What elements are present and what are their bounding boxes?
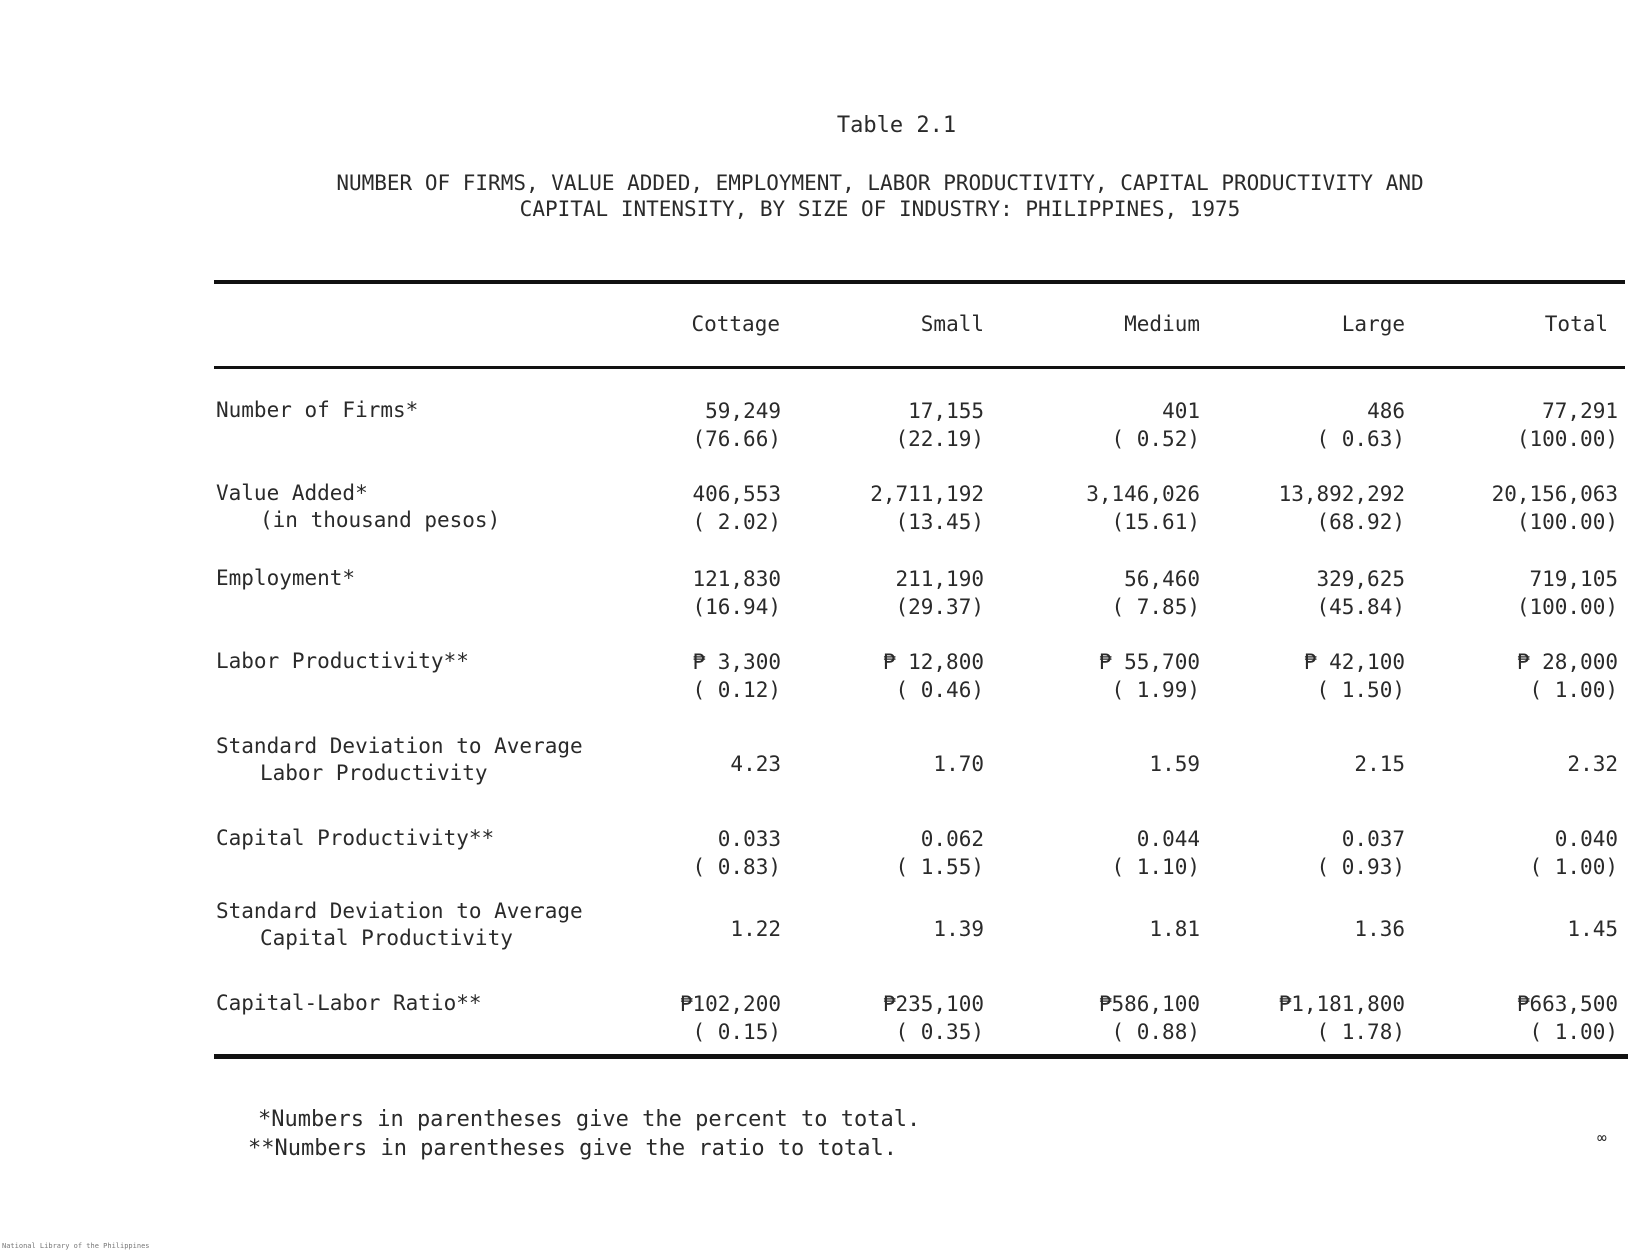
row-label bbox=[216, 397, 418, 424]
cell-large bbox=[1235, 648, 1405, 704]
cell-share: ( 0.12) bbox=[692, 678, 781, 702]
cell-total bbox=[1448, 750, 1618, 778]
cell-cottage bbox=[611, 397, 781, 453]
cell-value: 0.062 bbox=[920, 827, 984, 851]
cell-share: ( 1.78) bbox=[1316, 1020, 1405, 1044]
cell-value: 1.45 bbox=[1567, 917, 1618, 941]
cell-value: ₱ 55,700 bbox=[1098, 650, 1200, 674]
cell-value: 2.32 bbox=[1567, 752, 1618, 776]
cell-share: ( 1.00) bbox=[1529, 1020, 1618, 1044]
cell-value: 1.36 bbox=[1354, 917, 1405, 941]
cell-medium bbox=[1030, 565, 1200, 621]
cell-value: 486 bbox=[1367, 399, 1405, 423]
cell-value: 406,553 bbox=[692, 482, 781, 506]
cell-value: ₱1,181,800 bbox=[1278, 992, 1405, 1016]
column-header-cottage: Cottage bbox=[691, 312, 780, 336]
cell-large bbox=[1235, 480, 1405, 536]
cell-value: 0.033 bbox=[717, 827, 781, 851]
cell-value: 13,892,292 bbox=[1278, 482, 1405, 506]
cell-value: 0.037 bbox=[1341, 827, 1405, 851]
cell-total bbox=[1448, 648, 1618, 704]
title-line-1: NUMBER OF FIRMS, VALUE ADDED, EMPLOYMENT, LABOR PRODUCTIVITY, CAPITAL PRODUCTIVITY AND bbox=[336, 171, 1424, 195]
cell-share: ( 0.52) bbox=[1111, 427, 1200, 451]
footnotes bbox=[248, 1105, 921, 1163]
cell-share: ( 0.35) bbox=[895, 1020, 984, 1044]
row-label bbox=[216, 565, 355, 592]
cell-small bbox=[814, 480, 984, 536]
column-header-medium: Medium bbox=[1124, 312, 1200, 336]
cell-small bbox=[814, 648, 984, 704]
cell-medium bbox=[1030, 990, 1200, 1046]
table-title bbox=[290, 170, 1470, 222]
cell-cottage bbox=[611, 480, 781, 536]
cell-value: ₱235,100 bbox=[882, 992, 984, 1016]
cell-share: (15.61) bbox=[1111, 510, 1200, 534]
cell-medium bbox=[1030, 915, 1200, 943]
cell-value: 719,105 bbox=[1529, 567, 1618, 591]
row-label-text: Value Added* bbox=[216, 481, 368, 505]
cell-share: ( 1.00) bbox=[1529, 678, 1618, 702]
row-label bbox=[216, 898, 583, 952]
cell-share: (100.00) bbox=[1516, 510, 1618, 534]
cell-share: ( 1.55) bbox=[895, 855, 984, 879]
cell-medium bbox=[1030, 480, 1200, 536]
cell-large bbox=[1235, 397, 1405, 453]
cell-value: 401 bbox=[1162, 399, 1200, 423]
row-label-text: Labor Productivity** bbox=[216, 649, 469, 673]
archive-stamp: National Library of the Philippines bbox=[2, 1242, 150, 1250]
cell-value: 2,711,192 bbox=[870, 482, 984, 506]
cell-small bbox=[814, 825, 984, 881]
cell-share: ( 0.83) bbox=[692, 855, 781, 879]
cell-total bbox=[1448, 990, 1618, 1046]
cell-value: 1.39 bbox=[933, 917, 984, 941]
row-sublabel: Capital Productivity bbox=[260, 926, 513, 950]
cell-value: 2.15 bbox=[1354, 752, 1405, 776]
cell-share: ( 0.93) bbox=[1316, 855, 1405, 879]
cell-cottage bbox=[611, 990, 781, 1046]
cell-total bbox=[1448, 397, 1618, 453]
row-label bbox=[216, 480, 500, 534]
cell-small bbox=[814, 990, 984, 1046]
cell-large bbox=[1235, 750, 1405, 778]
cell-medium bbox=[1030, 648, 1200, 704]
column-header-large: Large bbox=[1341, 312, 1405, 336]
cell-value: 3,146,026 bbox=[1086, 482, 1200, 506]
header-rule bbox=[214, 366, 1625, 369]
cell-small bbox=[814, 750, 984, 778]
cell-large bbox=[1235, 565, 1405, 621]
column-header-small: Small bbox=[920, 312, 984, 336]
cell-total bbox=[1448, 565, 1618, 621]
cell-value: 1.81 bbox=[1149, 917, 1200, 941]
cell-share: (100.00) bbox=[1516, 427, 1618, 451]
footnote-ratio: **Numbers in parentheses give the ratio to total. bbox=[248, 1136, 898, 1161]
row-label-text: Standard Deviation to Average bbox=[216, 734, 583, 758]
cell-cottage bbox=[611, 825, 781, 881]
row-label-text: Standard Deviation to Average bbox=[216, 899, 583, 923]
cell-share: ( 1.99) bbox=[1111, 678, 1200, 702]
page-number: ∞ bbox=[1597, 1128, 1607, 1147]
row-label bbox=[216, 825, 494, 852]
cell-total bbox=[1448, 915, 1618, 943]
row-label-text: Employment* bbox=[216, 566, 356, 590]
cell-value: 121,830 bbox=[692, 567, 781, 591]
footnote-percent: *Numbers in parentheses give the percent to total. bbox=[258, 1107, 921, 1132]
cell-value: 0.044 bbox=[1136, 827, 1200, 851]
cell-share: ( 7.85) bbox=[1111, 595, 1200, 619]
cell-share: (16.94) bbox=[692, 595, 781, 619]
cell-share: (76.66) bbox=[692, 427, 781, 451]
cell-value: 211,190 bbox=[895, 567, 984, 591]
cell-value: 0.040 bbox=[1554, 827, 1618, 851]
row-label-text: Capital Productivity** bbox=[216, 826, 495, 850]
cell-value: 1.22 bbox=[730, 917, 781, 941]
cell-share: ( 1.10) bbox=[1111, 855, 1200, 879]
cell-share: ( 1.00) bbox=[1529, 855, 1618, 879]
cell-value: ₱ 12,800 bbox=[882, 650, 984, 674]
cell-value: 1.59 bbox=[1149, 752, 1200, 776]
cell-value: ₱ 28,000 bbox=[1516, 650, 1618, 674]
cell-value: 4.23 bbox=[730, 752, 781, 776]
row-label bbox=[216, 990, 482, 1017]
cell-value: 17,155 bbox=[908, 399, 984, 423]
cell-value: ₱586,100 bbox=[1098, 992, 1200, 1016]
cell-value: 20,156,063 bbox=[1491, 482, 1618, 506]
cell-cottage bbox=[611, 565, 781, 621]
cell-share: (45.84) bbox=[1316, 595, 1405, 619]
cell-large bbox=[1235, 825, 1405, 881]
row-label-text: Number of Firms* bbox=[216, 398, 419, 422]
cell-share: (13.45) bbox=[895, 510, 984, 534]
row-sublabel: Labor Productivity bbox=[260, 761, 488, 785]
cell-value: 329,625 bbox=[1316, 567, 1405, 591]
row-label bbox=[216, 648, 469, 675]
cell-value: 59,249 bbox=[705, 399, 781, 423]
cell-value: 56,460 bbox=[1124, 567, 1200, 591]
cell-value: ₱ 3,300 bbox=[692, 650, 781, 674]
cell-share: (22.19) bbox=[895, 427, 984, 451]
cell-value: 1.70 bbox=[933, 752, 984, 776]
title-line-2: CAPITAL INTENSITY, BY SIZE OF INDUSTRY: PHILIPPINES, 1975 bbox=[519, 197, 1241, 221]
cell-medium bbox=[1030, 825, 1200, 881]
bottom-rule bbox=[214, 1054, 1628, 1059]
cell-total bbox=[1448, 825, 1618, 881]
cell-cottage bbox=[611, 648, 781, 704]
cell-small bbox=[814, 915, 984, 943]
cell-share: (68.92) bbox=[1316, 510, 1405, 534]
cell-total bbox=[1448, 480, 1618, 536]
cell-cottage bbox=[611, 750, 781, 778]
cell-value: ₱ 42,100 bbox=[1303, 650, 1405, 674]
cell-share: (29.37) bbox=[895, 595, 984, 619]
row-sublabel: (in thousand pesos) bbox=[260, 508, 501, 532]
top-rule bbox=[214, 280, 1625, 284]
cell-share: (100.00) bbox=[1516, 595, 1618, 619]
cell-cottage bbox=[611, 915, 781, 943]
cell-small bbox=[814, 397, 984, 453]
cell-value: 77,291 bbox=[1542, 399, 1618, 423]
table-caption: Table 2.1 bbox=[836, 113, 957, 138]
cell-value: ₱663,500 bbox=[1516, 992, 1618, 1016]
cell-share: ( 2.02) bbox=[692, 510, 781, 534]
cell-large bbox=[1235, 990, 1405, 1046]
cell-medium bbox=[1030, 750, 1200, 778]
cell-share: ( 0.46) bbox=[895, 678, 984, 702]
cell-share: ( 0.15) bbox=[692, 1020, 781, 1044]
cell-share: ( 0.88) bbox=[1111, 1020, 1200, 1044]
cell-medium bbox=[1030, 397, 1200, 453]
row-label bbox=[216, 733, 583, 787]
row-label-text: Capital-Labor Ratio** bbox=[216, 991, 482, 1015]
cell-value: ₱102,200 bbox=[679, 992, 781, 1016]
cell-share: ( 0.63) bbox=[1316, 427, 1405, 451]
column-header-total: Total bbox=[1544, 312, 1608, 336]
cell-small bbox=[814, 565, 984, 621]
cell-share: ( 1.50) bbox=[1316, 678, 1405, 702]
cell-large bbox=[1235, 915, 1405, 943]
